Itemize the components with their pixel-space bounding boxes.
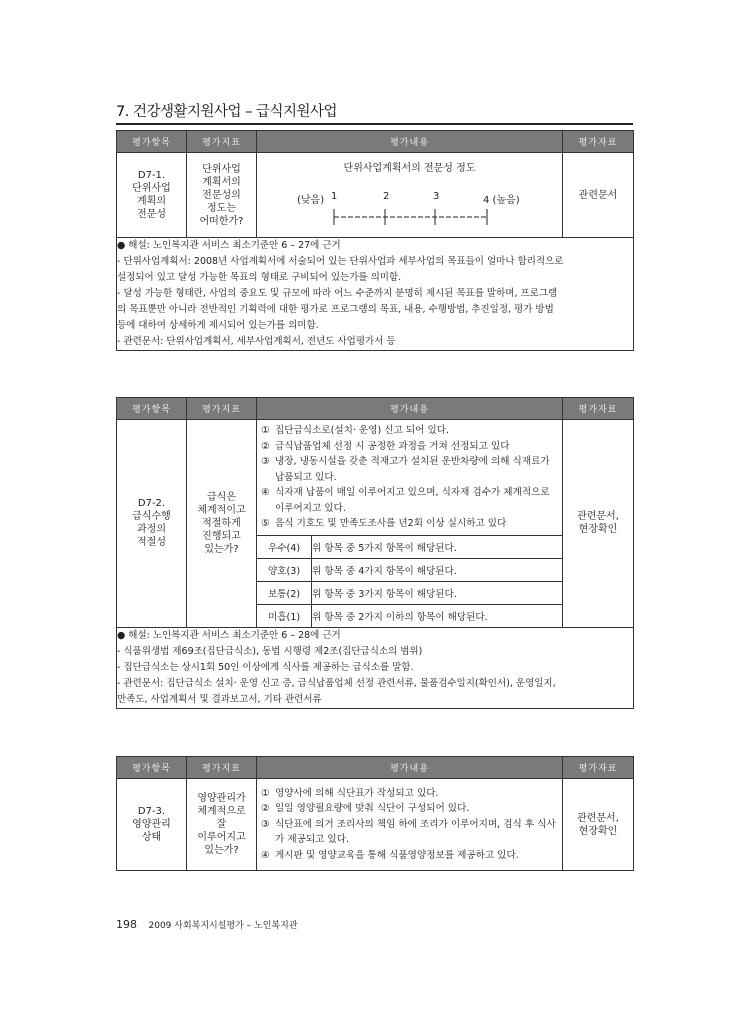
- criterion-item: ① 영양사에 의해 식단표가 작성되고 있다.: [261, 787, 439, 799]
- material-cell: 관련문서, 현장확인: [577, 812, 619, 837]
- note-line: - 식품위생법 제69조(집단급식소), 동법 시행령 제2조(집단급식소의 범위): [117, 645, 423, 657]
- level-label: 양호(3): [257, 558, 312, 581]
- criteria-list: [257, 420, 563, 536]
- header-category: 평가항목: [117, 398, 187, 420]
- header-indicator: 평가지표: [187, 757, 257, 779]
- note-line: 만족도, 사업계획서 및 결과보고서, 기타 관련서류: [117, 693, 322, 705]
- criterion-item: ① 집단급식소로(설치· 운영) 신고 되어 있다.: [261, 425, 450, 436]
- scale-tick-3: 3: [433, 191, 440, 202]
- note-line: - 단위사업계획서: 2008년 사업계획서에 서술되어 있는 단위사업과 세부사업의 목표들이 얼마나 합리적으로: [117, 256, 564, 267]
- content-title: 단위사업계획서의 전문성 정도: [343, 163, 476, 174]
- footer-source: 2009 사회복지시설평가 – 노인복지관: [148, 921, 298, 931]
- level-description: 위 항목 중 5가지 항목이 해당된다.: [312, 535, 563, 558]
- page-number: 198: [116, 918, 137, 931]
- level-description: 위 항목 중 3가지 항목이 해당된다.: [312, 581, 563, 604]
- category-cell: D7-1. 단위사업 계획의 전문성: [132, 170, 171, 220]
- header-content: 평가내용: [257, 131, 563, 153]
- evaluation-table-d7-2: [116, 397, 634, 709]
- indicator-cell: 단위사업 계획서의 전문성의 정도는 어떠한가?: [199, 163, 244, 227]
- indicator-cell: 영양관리가 체계적으로 잘 이루어지고 있는가?: [197, 793, 246, 856]
- level-label: 우수(4): [257, 535, 312, 558]
- evaluation-table-d7-1: [116, 130, 634, 351]
- criterion-item: ② 일일 영양필요량에 맞춰 식단이 구성되어 있다.: [261, 803, 470, 815]
- material-cell: 관련문서, 현장확인: [577, 511, 619, 536]
- note-line: - 관련문서: 단위사업계획서, 세부사업계획서, 전년도 사업평가서 등: [117, 336, 396, 347]
- level-label: 보통(2): [257, 581, 312, 604]
- header-indicator: 평가지표: [187, 131, 257, 153]
- criterion-item: ④ 식자재 납품이 매일 이루어지고 있으며, 식자재 검수가 체계적으로 이루어지고 있다.: [261, 487, 550, 514]
- evaluation-table-d7-3: [116, 756, 634, 871]
- header-category: 평가항목: [117, 131, 187, 153]
- page-footer: [116, 918, 298, 931]
- criterion-item: ③ 식단표에 의거 조리사의 책임 하에 조리가 이루어지며, 검식 후 식사가 제공되고 있다.: [261, 818, 556, 846]
- header-material: 평가자료: [563, 757, 634, 779]
- title-divider: [116, 123, 633, 125]
- category-cell: D7-2. 급식수행 과정의 적절성: [132, 498, 171, 549]
- scale-low-label: (낮음): [297, 195, 325, 206]
- section-title: 7. 건강생활지원사업 – 급식지원사업: [116, 104, 338, 120]
- category-cell: D7-3. 영양관리 상태: [132, 806, 171, 843]
- header-content: 평가내용: [257, 757, 563, 779]
- indicator-cell: 급식은 체계적이고 적절하게 진행되고 있는가?: [197, 491, 246, 555]
- note-line: ● 해설: 노인복지관 서비스 최소기준안 6 – 27에 근거: [117, 240, 341, 251]
- header-category: 평가항목: [117, 757, 187, 779]
- header-indicator: 평가지표: [187, 398, 257, 420]
- criterion-item: ② 급식납품업체 선정 시 공정한 과정을 거쳐 선정되고 있다: [261, 440, 510, 452]
- header-material: 평가자료: [563, 398, 634, 420]
- criterion-item: ④ 게시판 및 영양교육을 통해 식품영양정보를 제공하고 있다.: [261, 849, 519, 861]
- level-label: 미흡(1): [257, 604, 312, 627]
- notes-section: [117, 238, 634, 351]
- scale-tick-2: 2: [383, 191, 390, 202]
- criteria-list: [257, 779, 563, 871]
- note-line: 등에 대하여 상세하게 제시되어 있는가를 의미함.: [117, 320, 319, 331]
- level-description: 위 항목 중 2가지 이하의 항목이 해당된다.: [312, 604, 563, 627]
- scale-tick-1: 1: [331, 191, 338, 202]
- note-line: ● 해설: 노인복지관 서비스 최소기준안 6 – 28에 근거: [117, 629, 341, 641]
- note-line: - 관련문서: 집단급식소 설치· 운영 신고 증, 급식납품업체 선정 관련서류, 물품검수일지(확인서), 운영일지,: [117, 677, 556, 689]
- note-line: - 집단급식소는 상시1회 50인 이상에게 식사를 제공하는 급식소를 말함.: [117, 661, 414, 673]
- criterion-item: ⑤ 음식 기호도 및 만족도조사를 년2회 이상 실시하고 있다: [261, 518, 507, 529]
- header-material: 평가자료: [563, 131, 634, 153]
- criterion-item: ③ 냉장, 냉동시설을 갖춘 적재고가 설치된 운반차량에 의해 식재료가 납품되고 있다.: [261, 456, 550, 483]
- notes-section: [117, 627, 634, 708]
- scale-line: [257, 153, 563, 238]
- rating-scale: [257, 153, 563, 238]
- note-line: - 달성 가능한 형태란, 사업의 중요도 및 규모에 따라 어느 수준까지 분명히 제시된 목표를 말하며, 프로그램: [117, 288, 558, 299]
- level-description: 위 항목 중 4가지 항목이 해당된다.: [312, 558, 563, 581]
- header-content: 평가내용: [257, 398, 563, 420]
- material-cell: 관련문서: [578, 189, 618, 201]
- note-line: 의 목표뿐만 아니라 전반적인 기획력에 대한 평가로 프로그램의 목표, 내용, 수행방법, 추진일정, 평가 방법: [117, 304, 554, 315]
- scale-tick-4: 4 (높음): [483, 195, 520, 206]
- note-line: 설정되어 있고 달성 가능한 목표의 형태로 구비되어 있는가를 의미함.: [117, 272, 402, 283]
